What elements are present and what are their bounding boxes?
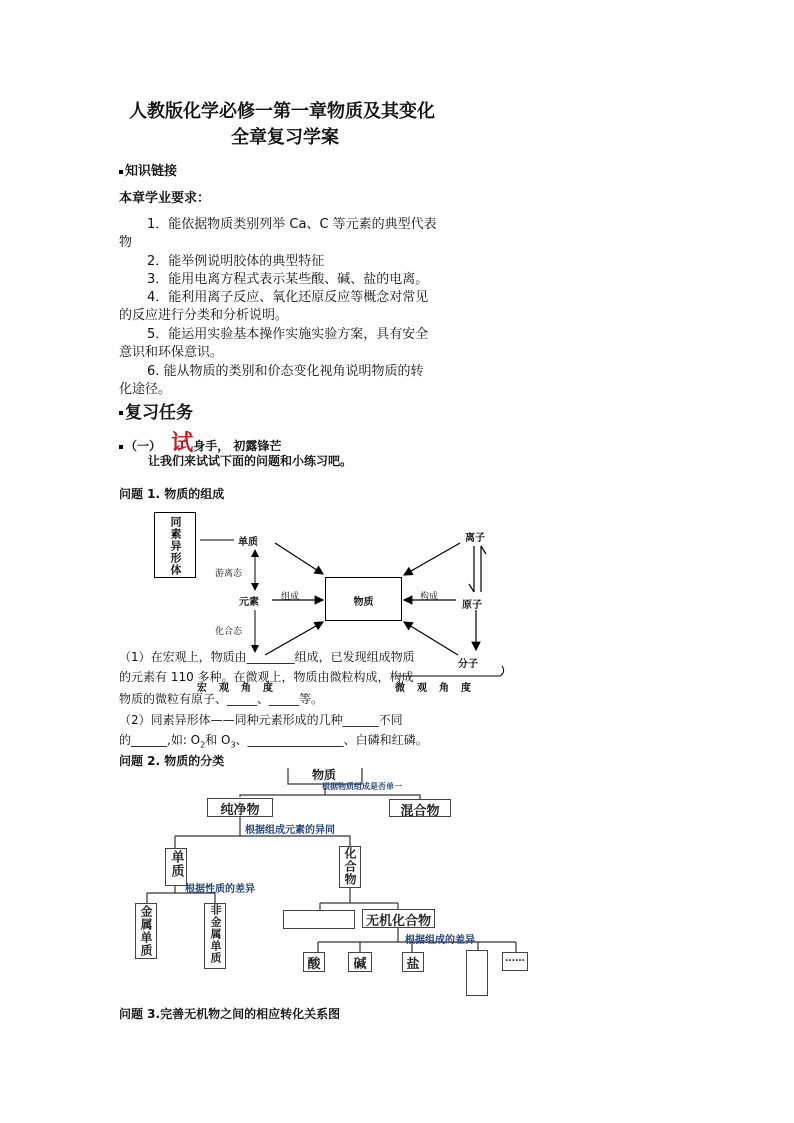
q1-title: 问题 1. 物质的组成	[119, 487, 225, 501]
allotrope-box: 同素异形体	[154, 512, 196, 578]
q2-basis-2: 根据组成元素的异同	[245, 825, 335, 836]
requirement-4-cont: 的反应进行分类和分析说明。	[119, 308, 289, 323]
pure-substance-box: 纯净物	[207, 798, 273, 817]
q2-basis-1: 根据物质组成是否单一	[322, 782, 402, 791]
requirement-5-cont: 意识和环保意识。	[119, 345, 224, 360]
metal-simple-box: 金属单质	[135, 903, 157, 959]
label-atom: 原子	[462, 600, 482, 611]
oxide-blank-box[interactable]	[466, 950, 488, 996]
requirement-6: 6. 能从物质的类别和价态变化视角说明物质的转	[147, 364, 424, 379]
etc-box: ……	[502, 952, 528, 971]
page-title-line2: 全章复习学案	[231, 127, 339, 148]
inorganic-compound-box: 无机化合物	[362, 909, 435, 928]
label-free-state: 游离态	[215, 569, 243, 579]
q1-text-4: （2）同素异形体——同种元素形成的几种______不同	[119, 713, 403, 727]
q2-title: 问题 2. 物质的分类	[119, 754, 225, 768]
page-title-line1: 人教版化学必修一第一章物质及其变化	[129, 101, 435, 122]
label-molecule: 分子	[458, 659, 478, 670]
requirement-6-cont: 化途径。	[119, 382, 172, 397]
requirement-2: 2．能举例说明胶体的典型特征	[147, 254, 325, 269]
base-box: 碱	[348, 952, 372, 972]
requirements-title: 本章学业要求：	[119, 191, 211, 206]
requirement-1-cont: 物	[119, 235, 133, 250]
q1-text-3: 物质的微粒有原子、_____、_____等。	[119, 692, 324, 706]
q2-matter-label: 物质	[312, 768, 337, 782]
nonmetal-simple-box: 非金属单质	[204, 903, 226, 969]
q3-title: 问题 3.完善无机物之间的相应转化关系图	[119, 1007, 341, 1021]
matter-box: 物质	[325, 577, 402, 621]
organic-compound-blank-box[interactable]	[283, 910, 355, 929]
acid-box: 酸	[303, 952, 325, 972]
requirement-3: 3．能用电离方程式表示某些酸、碱、盐的电离。	[147, 272, 429, 287]
label-compose: 组成	[281, 592, 300, 602]
label-combined-state: 化合态	[215, 627, 243, 637]
label-constitute: 构成	[420, 592, 439, 602]
salt-box: 盐	[402, 952, 424, 972]
label-macro-angle: 宏观角度	[197, 683, 285, 694]
requirement-1: 1．能依据物质类别列举 Ca、C 等元素的典型代表	[147, 217, 437, 232]
mixture-box: 混合物	[389, 799, 451, 817]
label-micro-angle: 微观角度	[395, 683, 483, 694]
intro-text: 让我们来试试下面的问题和小练习吧。	[148, 454, 353, 468]
simple-substance-box: 单质	[165, 848, 187, 886]
label-element: 元素	[239, 597, 259, 608]
label-simple-substance: 单质	[238, 537, 258, 548]
requirement-5: 5．能运用实验基本操作实施实验方案，具有安全	[147, 327, 429, 342]
q2-basis-3: 根据性质的差异	[185, 884, 255, 895]
knowledge-link-heading: 知识链接	[119, 160, 177, 179]
task1-big-char: 试	[171, 430, 194, 456]
q2-basis-4: 根据组成的差异	[405, 935, 475, 946]
task1-heading: （一） 试身手， 初露锋芒	[119, 426, 281, 457]
label-ion: 离子	[465, 533, 485, 544]
q1-text-2: 的元素有 110 多种。在微观上，物质由微粒构成，构成	[119, 670, 414, 684]
q1-text-1: （1）在宏观上，物质由________组成，已发现组成物质	[119, 650, 415, 664]
requirement-4: 4．能利用离子反应、氧化还原反应等概念对常见	[147, 290, 429, 305]
compound-box: 化合物	[339, 846, 361, 888]
q1-text-5: 的______,如: $O_2$和 $O_3$、________________、白磷和红磷。	[119, 733, 428, 750]
review-task-heading: 复习任务	[119, 398, 193, 423]
